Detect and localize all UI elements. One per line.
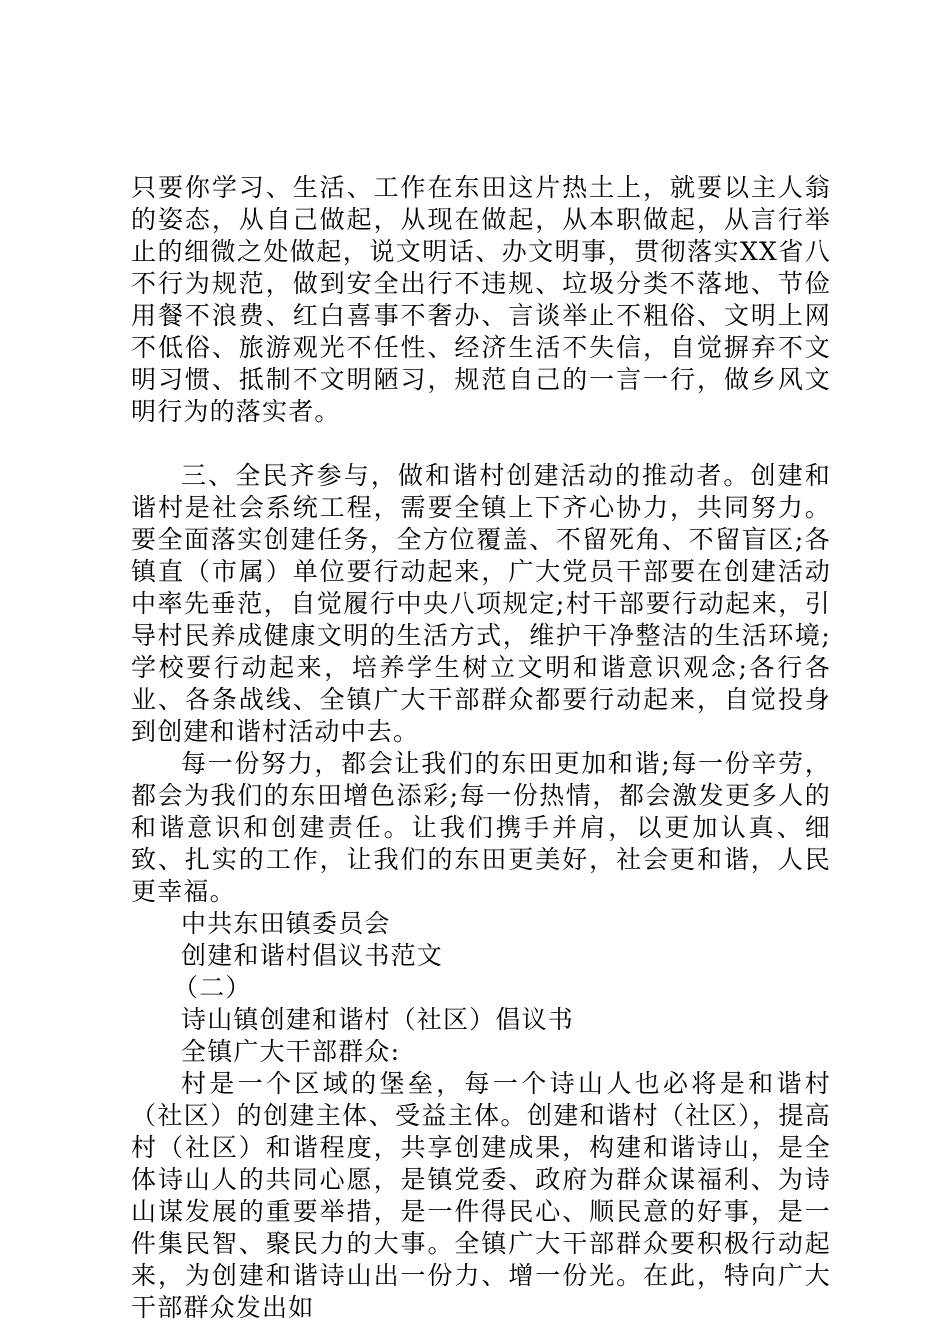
document-subtitle: 诗山镇创建和谐村（社区）倡议书 [181, 1005, 575, 1034]
salutation-line: 全镇广大干部群众: [181, 1037, 401, 1066]
section-number: （二） [173, 973, 252, 1002]
paragraph-participation: 三、全民齐参与，做和谐村创建活动的推动者。创建和谐村是社会系统工程，需要全镇上下齐心协力，共同努力。要全面落实创建任务，全方位覆盖、不留死角、不留盲区;各镇直（市属）单位要行动起来，广大党员干部要在创建活动中率先垂范，自觉履行中央八项规定;村干部要行动起来，引导村民养成健康文明的生活方式，维护干净整洁的生活环境;学校要行动起来，培养学生树立文明和谐意识观念;各行各业、各条战线、全镇广大干部群众都要行动起来，自觉投身到创建和谐村活动中去。 [131, 461, 831, 746]
document-title: 创建和谐村倡议书范文 [181, 941, 444, 970]
signature-line: 中共东田镇委员会 [181, 909, 391, 938]
paragraph-village-fortress: 村是一个区域的堡垒，每一个诗山人也必将是和谐村（社区）的创建主体、受益主体。创建和谐村（社区），提高村（社区）和谐程度，共享创建成果，构建和谐诗山，是全体诗山人的共同心愿，是镇党委、政府为群众谋福利、为诗山谋发展的重要举措，是一件得民心、顺民意的好事，是一件集民智、聚民力的大事。全镇广大干部群众要积极行动起来，为创建和谐诗山出一份力、增一份光。在此，特向广大干部群众发出如 [131, 1069, 831, 1322]
paragraph-civility-conduct: 只要你学习、生活、工作在东田这片热土上，就要以主人翁的姿态，从自己做起，从现在做起，从本职做起，从言行举止的细微之处做起，说文明话、办文明事，贯彻落实XX省八不行为规范，做到安全出行不违规、垃圾分类不落地、节俭用餐不浪费、红白喜事不奢办、言谈举止不粗俗、文明上网不低俗、旅游观光不任性、经济生活不失信，自觉摒弃不文明习惯、抵制不文明陋习，规范自己的一言一行，做乡风文明行为的落实者。 [131, 173, 831, 426]
paragraph-closing: 每一份努力，都会让我们的东田更加和谐;每一份辛劳，都会为我们的东田增色添彩;每一份热情，都会激发更多人的和谐意识和创建责任。让我们携手并肩，以更加认真、细致、扎实的工作，让我们的东田更美好，社会更和谐，人民更幸福。 [131, 749, 831, 906]
paragraph-spacer [131, 428, 831, 460]
document-page [131, 172, 831, 1324]
